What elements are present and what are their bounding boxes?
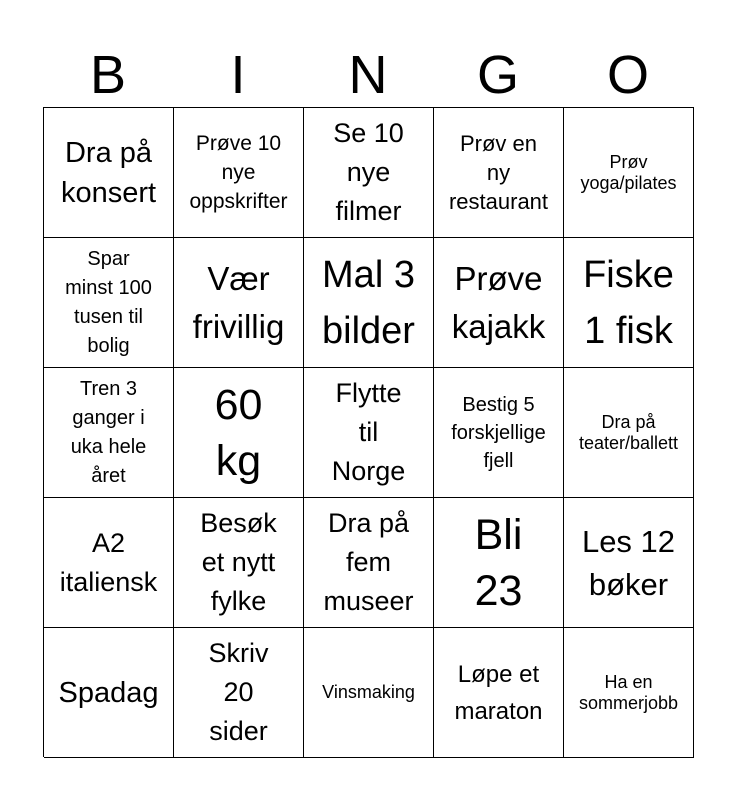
bingo-cell-r1-c5[interactable] [564,108,694,238]
bingo-cell-r5-c4[interactable] [434,628,564,758]
bingo-cell-r5-c2[interactable] [174,628,304,758]
cell-text: Ha en sommerjobb [578,671,679,713]
header-letter-n: N [348,45,388,105]
bingo-cell-r4-c5[interactable] [564,498,694,628]
cell-text: Dra på fem museer [323,508,414,616]
cell-text: Dra på konsert [60,136,157,209]
cell-text: Spar minst 100 tusen til bolig [65,247,152,357]
cell-text: Vær frivillig [192,259,285,345]
bingo-cell-r5-c3[interactable] [304,628,434,758]
cell-text: Spadag [58,676,159,709]
cell-text: Prøve kajakk [451,259,546,345]
bingo-cell-r4-c4[interactable] [434,498,564,628]
bingo-cell-r1-c3[interactable] [304,108,434,238]
cell-text: Prøv en ny restaurant [448,131,549,214]
bingo-cell-r5-c1[interactable] [44,628,174,758]
bingo-cell-r1-c2[interactable] [174,108,304,238]
bingo-cell-r3-c2[interactable] [174,368,304,498]
bingo-cell-r3-c1[interactable] [44,368,174,498]
cell-text: Tren 3 ganger i uka hele året [70,377,147,487]
bingo-cell-r3-c4[interactable] [434,368,564,498]
bingo-cell-r2-c5[interactable] [564,238,694,368]
bingo-header [43,46,693,104]
cell-text: Bli 23 [474,510,523,615]
bingo-cell-r3-c5[interactable] [564,368,694,498]
cell-text: Skriv 20 sider [208,638,269,746]
cell-text: Les 12 bøker [581,523,676,602]
bingo-cell-r3-c3[interactable] [304,368,434,498]
header-letter-o: O [606,45,649,105]
header-letter-g: G [476,45,519,105]
bingo-cell-r4-c2[interactable] [174,498,304,628]
bingo-cell-r2-c1[interactable] [44,238,174,368]
cell-text: Løpe et maraton [454,660,543,725]
bingo-cell-r5-c5[interactable] [564,628,694,758]
cell-text: Prøve 10 nye oppskrifter [189,132,288,213]
bingo-cell-r4-c3[interactable] [304,498,434,628]
cell-text: A2 italiensk [59,527,158,597]
cell-text: Dra på teater/ballett [578,411,679,453]
cell-text: Besøk et nytt fylke [200,508,277,616]
cell-text: Bestig 5 forskjellige fjell [451,393,546,472]
bingo-board [43,107,694,757]
header-letter-i: I [230,45,246,105]
bingo-cell-r2-c3[interactable] [304,238,434,368]
cell-text: 60 kg [214,380,263,485]
cell-text: Mal 3 bilder [322,253,415,352]
bingo-cell-r2-c4[interactable] [434,238,564,368]
cell-text: Se 10 nye filmer [333,118,404,226]
bingo-cell-r1-c1[interactable] [44,108,174,238]
cell-text: Prøv yoga/pilates [580,151,677,193]
cell-text: Vinsmaking [322,682,415,702]
header-letter-b: B [89,45,127,105]
cell-text: Flytte til Norge [331,378,406,486]
bingo-cell-r1-c4[interactable] [434,108,564,238]
bingo-cell-r2-c2[interactable] [174,238,304,368]
cell-text: Fiske 1 fisk [583,253,674,352]
bingo-cell-r4-c1[interactable] [44,498,174,628]
